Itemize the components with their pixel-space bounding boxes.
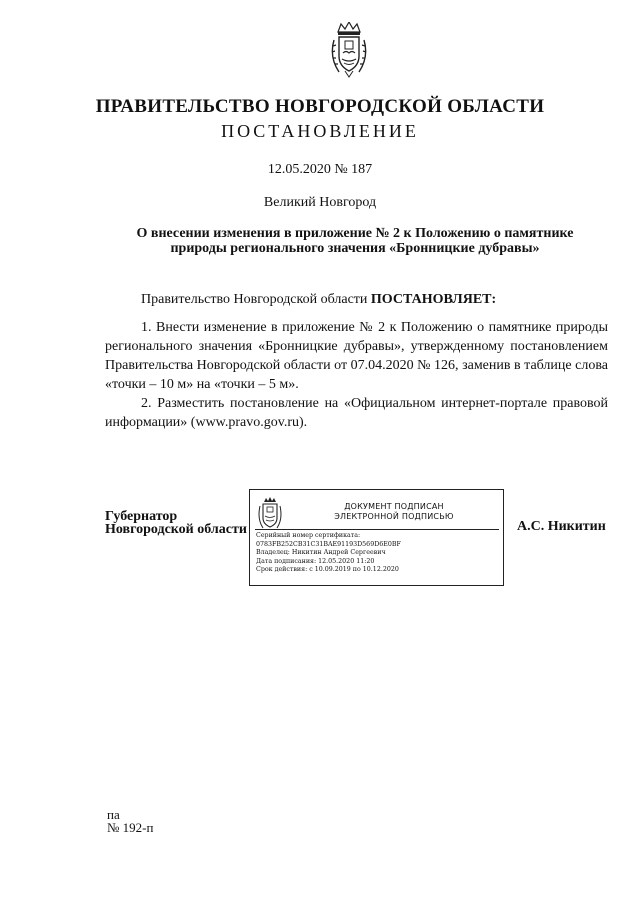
footer-number: № 192-п xyxy=(107,820,154,835)
resolution-intro xyxy=(105,290,608,309)
document-type: ПОСТАНОВЛЕНИЕ xyxy=(221,121,419,141)
resolution-item-2: 2. Разместить постановление на «Официальном интернет-портале правовой информации» (www.pravo.gov.ru). xyxy=(105,396,608,430)
resolution-item-1: 1. Внести изменение в приложение № 2 к Положению о памятнике природы регионального значения «Бронницкие дубравы», утвержденному постановлением Правительства Новгородской области от 07.04.2020 № 126, заменив в таблице слова «точки – 10 м» на «точки – 5 м». xyxy=(105,320,608,392)
government-title: ПРАВИТЕЛЬСТВО НОВГОРОДСКОЙ ОБЛАСТИ xyxy=(95,96,545,117)
stamp-details xyxy=(256,532,401,575)
signer-name: А.С. Никитин xyxy=(517,519,606,534)
city: Великий Новгород xyxy=(263,195,377,210)
signatory-position xyxy=(105,510,247,536)
date-and-number: 12.05.2020 № 187 xyxy=(267,162,373,177)
stamp-divider xyxy=(255,529,499,530)
document-footer xyxy=(107,808,153,834)
intro-keyword: ПОСТАНОВЛЯЕТ: xyxy=(370,292,497,307)
stamp-heading-line-1: ДОКУМЕНТ ПОДПИСАН xyxy=(344,502,444,511)
signing-date: Дата подписания: 12.05.2020 11:20 xyxy=(256,557,375,565)
position-line-1: Губернатор xyxy=(105,509,178,524)
document-subject xyxy=(110,226,600,256)
intro-text: Правительство Новгородской области xyxy=(141,292,371,307)
coat-of-arms-icon xyxy=(329,22,369,78)
certificate-validity: Срок действия: с 10.09.2019 по 10.12.2020 xyxy=(256,566,399,574)
electronic-signature-stamp xyxy=(249,489,504,586)
certificate-owner: Владелец: Никитин Андрей Сергеевич xyxy=(256,549,386,557)
position-line-2: Новгородской области xyxy=(105,522,247,537)
certificate-number: 0783FB252CB31C31BAE91193D569D6E0BF xyxy=(256,540,401,548)
subject-line-1: О внесении изменения в приложение № 2 к Положению о памятнике xyxy=(136,226,574,241)
stamp-coat-of-arms-icon xyxy=(257,497,283,531)
certificate-label: Серийный номер сертификата: xyxy=(256,532,361,539)
stamp-heading-line-2: ЭЛЕКТРОННОЙ ПОДПИСЬЮ xyxy=(334,512,454,521)
subject-line-2: природы регионального значения «Бронницкие дубравы» xyxy=(170,241,540,256)
footer-initials: па xyxy=(107,807,120,822)
stamp-heading xyxy=(294,502,494,522)
